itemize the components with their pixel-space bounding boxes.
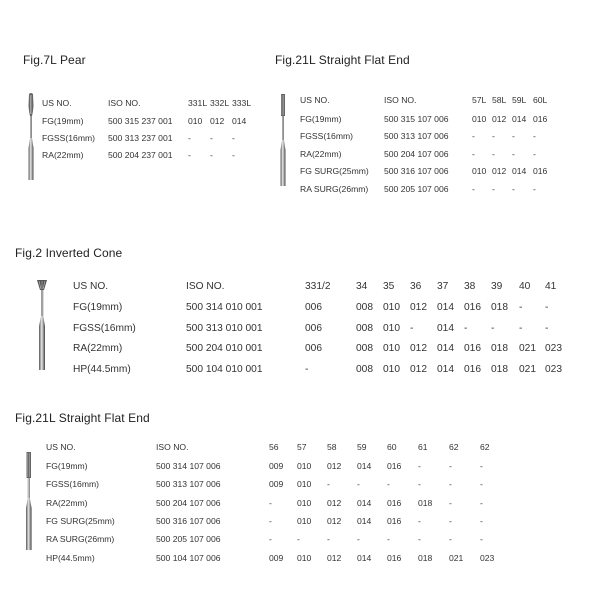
cell-size: - bbox=[357, 534, 360, 545]
header-iso-no: ISO NO. bbox=[108, 98, 141, 108]
header-size: 60 bbox=[387, 442, 397, 452]
cell-size: - bbox=[492, 131, 495, 142]
header-size: 62 bbox=[449, 442, 459, 452]
cell-size: 010 bbox=[297, 461, 312, 471]
header-us-no: US NO. bbox=[46, 442, 76, 452]
cell-size: 012 bbox=[492, 166, 507, 177]
cell-size: 023 bbox=[545, 363, 562, 375]
cell-size: 016 bbox=[464, 302, 481, 313]
cell-size: 014 bbox=[232, 116, 247, 126]
cell-size: - bbox=[533, 148, 536, 159]
cell-iso-no: 500 314 107 006 bbox=[156, 461, 221, 471]
cell-iso-no: 500 205 107 006 bbox=[156, 534, 221, 545]
cell-size: - bbox=[464, 322, 468, 334]
header-size: 37 bbox=[437, 281, 449, 292]
cell-size: - bbox=[410, 322, 414, 334]
cell-size: 018 bbox=[491, 343, 508, 354]
cell-size: - bbox=[480, 461, 483, 471]
cell-size: - bbox=[472, 148, 475, 159]
cell-size: - bbox=[418, 461, 421, 471]
cell-size: 014 bbox=[437, 343, 454, 354]
cell-size: - bbox=[533, 183, 536, 194]
cell-size: - bbox=[305, 363, 309, 375]
cell-iso-no: 500 204 107 006 bbox=[156, 497, 221, 508]
cell-iso-no: 500 313 010 001 bbox=[186, 322, 263, 334]
cell-size: - bbox=[387, 534, 390, 545]
cell-size: 014 bbox=[357, 515, 372, 526]
header-us-no: US NO. bbox=[42, 98, 72, 108]
cell-size: 016 bbox=[533, 166, 548, 177]
cell-size: 010 bbox=[297, 515, 312, 526]
cell-size: - bbox=[480, 515, 483, 526]
cell-size: 010 bbox=[472, 114, 487, 124]
cell-iso-no: 500 205 107 006 bbox=[384, 183, 449, 194]
header-size: 35 bbox=[383, 281, 395, 292]
cell-iso-no: 500 315 237 001 bbox=[108, 116, 173, 126]
cell-us-no: FGSS(16mm) bbox=[46, 479, 99, 490]
cell-size: 014 bbox=[437, 322, 454, 334]
cell-size: - bbox=[491, 322, 495, 334]
cell-size: 009 bbox=[269, 552, 284, 563]
cell-size: 023 bbox=[480, 552, 495, 563]
cell-size: - bbox=[357, 479, 360, 490]
section-straight-flat-end-long bbox=[0, 405, 600, 600]
cell-iso-no: 500 204 237 001 bbox=[108, 150, 173, 160]
cell-size: 010 bbox=[297, 552, 312, 563]
header-size: 332L bbox=[210, 98, 230, 108]
section-inverted-cone bbox=[0, 240, 600, 390]
cell-iso-no: 500 316 107 006 bbox=[384, 166, 449, 177]
cell-size: - bbox=[232, 150, 235, 160]
cell-size: 014 bbox=[357, 461, 372, 471]
cell-iso-no: 500 204 010 001 bbox=[186, 343, 263, 354]
cell-size: 010 bbox=[383, 363, 400, 375]
cell-size: 006 bbox=[305, 302, 322, 313]
cell-size: - bbox=[512, 131, 515, 142]
cell-size: - bbox=[232, 133, 235, 143]
cell-us-no: FG SURG(25mm) bbox=[46, 515, 115, 526]
cell-size: - bbox=[512, 183, 515, 194]
cell-size: - bbox=[545, 302, 549, 313]
cell-size: 018 bbox=[491, 302, 508, 313]
header-size: 34 bbox=[356, 281, 368, 292]
cell-size: - bbox=[512, 148, 515, 159]
cell-size: - bbox=[533, 131, 536, 142]
cell-size: 018 bbox=[418, 552, 433, 563]
cell-size: 010 bbox=[297, 479, 312, 490]
cell-size: 010 bbox=[383, 302, 400, 313]
cell-us-no: FGSS(16mm) bbox=[42, 133, 95, 143]
cell-size: 014 bbox=[357, 497, 372, 508]
cell-us-no: HP(44.5mm) bbox=[46, 552, 95, 563]
header-size: 59L bbox=[512, 95, 527, 105]
section-straight-flat-end-short bbox=[270, 0, 600, 200]
cell-size: 016 bbox=[387, 497, 402, 508]
cell-iso-no: 500 316 107 006 bbox=[156, 515, 221, 526]
header-us-no: US NO. bbox=[300, 95, 330, 105]
cell-us-no: FG SURG(25mm) bbox=[300, 166, 369, 177]
cell-size: - bbox=[210, 150, 213, 160]
cell-us-no: FG(19mm) bbox=[42, 116, 84, 126]
cell-size: 012 bbox=[327, 497, 342, 508]
cell-size: - bbox=[297, 534, 300, 545]
cell-size: 009 bbox=[269, 461, 284, 471]
header-size: 60L bbox=[533, 95, 548, 105]
cell-size: 008 bbox=[356, 322, 373, 334]
cell-size: - bbox=[519, 302, 523, 313]
header-iso-no: ISO NO. bbox=[186, 281, 225, 292]
cell-size: 008 bbox=[356, 302, 373, 313]
cell-size: 016 bbox=[387, 552, 402, 563]
cell-size: 021 bbox=[519, 363, 536, 375]
cell-size: 016 bbox=[387, 461, 402, 471]
cell-size: 010 bbox=[383, 343, 400, 354]
cell-size: 012 bbox=[327, 552, 342, 563]
header-size: 56 bbox=[269, 442, 279, 452]
cell-iso-no: 500 204 107 006 bbox=[384, 148, 449, 159]
header-size: 57 bbox=[297, 442, 307, 452]
cell-us-no: RA SURG(26mm) bbox=[46, 534, 115, 545]
header-us-no: US NO. bbox=[73, 281, 109, 292]
header-size: 62 bbox=[480, 442, 490, 452]
cell-size: 018 bbox=[491, 363, 508, 375]
cell-size: 008 bbox=[356, 363, 373, 375]
cell-size: 018 bbox=[418, 497, 433, 508]
header-size: 39 bbox=[491, 281, 503, 292]
cell-size: - bbox=[449, 497, 452, 508]
cell-size: 014 bbox=[357, 552, 372, 563]
cell-size: 012 bbox=[410, 363, 427, 375]
cell-size: 012 bbox=[410, 302, 427, 313]
cell-size: 016 bbox=[464, 343, 481, 354]
header-size: 331L bbox=[188, 98, 208, 108]
cell-size: 006 bbox=[305, 322, 322, 334]
header-size: 59 bbox=[357, 442, 367, 452]
cell-iso-no: 500 104 107 006 bbox=[156, 552, 221, 563]
cell-us-no: RA SURG(26mm) bbox=[300, 183, 369, 194]
cell-size: - bbox=[327, 534, 330, 545]
cell-size: - bbox=[449, 515, 452, 526]
cell-iso-no: 500 314 010 001 bbox=[186, 302, 263, 313]
cell-size: - bbox=[492, 148, 495, 159]
cell-size: 008 bbox=[356, 343, 373, 354]
cell-size: 016 bbox=[533, 114, 548, 124]
cell-size: - bbox=[418, 479, 421, 490]
figure-title: Fig.21L Straight Flat End bbox=[275, 53, 410, 67]
cell-iso-no: 500 313 107 006 bbox=[156, 479, 221, 490]
cell-size: 012 bbox=[327, 515, 342, 526]
cell-size: - bbox=[269, 497, 272, 508]
cell-size: - bbox=[472, 131, 475, 142]
cell-size: - bbox=[269, 534, 272, 545]
cell-size: 006 bbox=[305, 343, 322, 354]
cell-size: 016 bbox=[387, 515, 402, 526]
inverted-cone-bur-icon bbox=[34, 278, 50, 374]
cell-size: 012 bbox=[492, 114, 507, 124]
cell-size: - bbox=[480, 497, 483, 508]
figure-title: Fig.2 Inverted Cone bbox=[15, 246, 123, 260]
cell-iso-no: 500 315 107 006 bbox=[384, 114, 449, 124]
figure-title: Fig.7L Pear bbox=[23, 53, 86, 67]
pear-bur-icon bbox=[25, 92, 37, 184]
cell-size: 009 bbox=[269, 479, 284, 490]
cell-size: - bbox=[210, 133, 213, 143]
cell-size: 014 bbox=[437, 302, 454, 313]
cell-size: 012 bbox=[327, 461, 342, 471]
header-size: 40 bbox=[519, 281, 531, 292]
cell-size: - bbox=[545, 322, 549, 334]
cell-us-no: FG(19mm) bbox=[73, 302, 123, 313]
cell-size: - bbox=[387, 479, 390, 490]
cell-size: 010 bbox=[297, 497, 312, 508]
cell-iso-no: 500 313 237 001 bbox=[108, 133, 173, 143]
cell-size: 012 bbox=[210, 116, 225, 126]
cell-size: - bbox=[418, 515, 421, 526]
header-size: 58L bbox=[492, 95, 507, 105]
header-size: 36 bbox=[410, 281, 422, 292]
cell-size: - bbox=[519, 322, 523, 334]
cell-size: 010 bbox=[472, 166, 487, 177]
header-iso-no: ISO NO. bbox=[156, 442, 189, 452]
straight-flat-end-bur-icon bbox=[277, 92, 289, 192]
cell-size: 014 bbox=[512, 114, 527, 124]
cell-iso-no: 500 104 010 001 bbox=[186, 363, 263, 375]
cell-iso-no: 500 313 107 006 bbox=[384, 131, 449, 142]
cell-size: 014 bbox=[512, 166, 527, 177]
header-size: 58 bbox=[327, 442, 337, 452]
cell-size: 021 bbox=[449, 552, 464, 563]
header-size: 57L bbox=[472, 95, 487, 105]
cell-size: - bbox=[492, 183, 495, 194]
cell-size: 016 bbox=[464, 363, 481, 375]
cell-size: - bbox=[480, 479, 483, 490]
cell-us-no: FG(19mm) bbox=[46, 461, 88, 471]
straight-flat-end-bur-icon bbox=[22, 450, 36, 554]
cell-us-no: RA(22mm) bbox=[73, 343, 123, 354]
figure-title: Fig.21L Straight Flat End bbox=[15, 411, 150, 425]
header-iso-no: ISO NO. bbox=[384, 95, 417, 105]
cell-size: - bbox=[269, 515, 272, 526]
cell-size: 010 bbox=[188, 116, 203, 126]
cell-us-no: RA(22mm) bbox=[46, 497, 88, 508]
header-size: 61 bbox=[418, 442, 428, 452]
cell-size: 021 bbox=[519, 343, 536, 354]
cell-us-no: HP(44.5mm) bbox=[73, 363, 131, 375]
cell-size: 012 bbox=[410, 343, 427, 354]
cell-us-no: RA(22mm) bbox=[42, 150, 84, 160]
header-size: 41 bbox=[545, 281, 557, 292]
cell-size: - bbox=[418, 534, 421, 545]
cell-size: - bbox=[449, 479, 452, 490]
cell-us-no: RA(22mm) bbox=[300, 148, 342, 159]
header-size: 333L bbox=[232, 98, 252, 108]
cell-size: 023 bbox=[545, 343, 562, 354]
cell-size: - bbox=[480, 534, 483, 545]
cell-size: - bbox=[472, 183, 475, 194]
cell-us-no: FGSS(16mm) bbox=[73, 322, 136, 334]
cell-size: - bbox=[188, 150, 191, 160]
cell-size: 014 bbox=[437, 363, 454, 375]
cell-size: - bbox=[188, 133, 191, 143]
cell-size: - bbox=[449, 534, 452, 545]
cell-us-no: FG(19mm) bbox=[300, 114, 342, 124]
cell-size: - bbox=[327, 479, 330, 490]
cell-us-no: FGSS(16mm) bbox=[300, 131, 353, 142]
header-size: 38 bbox=[464, 281, 476, 292]
header-size: 331/2 bbox=[305, 281, 331, 292]
cell-size: 010 bbox=[383, 322, 400, 334]
cell-size: - bbox=[449, 461, 452, 471]
section-pear bbox=[0, 0, 270, 200]
